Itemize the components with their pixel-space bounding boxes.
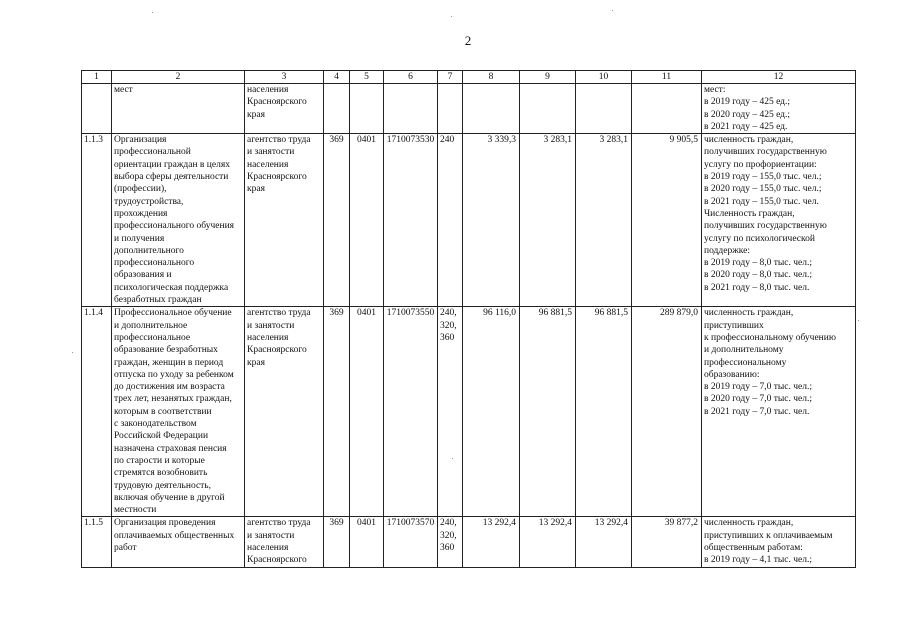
amount-2020-cell: 13 292,4	[520, 517, 576, 567]
text-line: получивших государственную	[704, 221, 827, 232]
column-number-6: 6	[384, 71, 438, 84]
text-line: образования и	[114, 270, 172, 281]
amount-2021-cell	[576, 84, 632, 134]
text-line: в 2020 году – 7,0 тыс. чел.;	[704, 394, 812, 405]
text-line: профессиональное	[114, 332, 191, 343]
text-line: Российской Федерации	[114, 431, 209, 442]
scan-speck	[152, 12, 153, 13]
text-line: включая обучение в другой	[114, 492, 225, 503]
text-line: получивших государственную	[704, 147, 827, 158]
section-cell: 0401	[350, 517, 384, 567]
text-line: населения	[247, 542, 289, 553]
text-line: 360	[440, 542, 455, 553]
row-id-cell: 1.1.5	[82, 517, 112, 567]
row-id-cell: 1.1.4	[82, 307, 112, 517]
text-line: 240,	[440, 308, 457, 319]
target-article-cell: 1710073530	[384, 134, 438, 307]
scan-speck	[451, 16, 452, 17]
amount-2021-cell: 96 881,5	[576, 307, 632, 517]
text-line: и дополнительное	[114, 320, 188, 331]
text-line: населения	[247, 159, 289, 170]
amount-total-cell: 9 905,5	[632, 134, 702, 307]
text-line: трех лет, незанятых граждан,	[114, 394, 232, 405]
budget-table	[81, 70, 856, 568]
column-number-3: 3	[245, 71, 324, 84]
text-line: в 2020 году – 155,0 тыс. чел.;	[704, 184, 822, 195]
amount-2021-cell: 13 292,4	[576, 517, 632, 567]
text-line: услугу по психологической	[704, 233, 815, 244]
measure-name-cell	[112, 307, 245, 517]
text-line: Организация проведения	[114, 518, 216, 529]
text-line: в 2021 году – 155,0 тыс. чел.	[704, 196, 819, 207]
expected-result-cell	[702, 134, 856, 307]
text-line: численность граждан,	[704, 308, 794, 319]
text-line: в 2019 году – 4,1 тыс. чел.;	[704, 555, 812, 566]
text-line: агентство труда	[247, 308, 311, 319]
text-line: услугу по профориентации:	[704, 159, 817, 170]
expense-type-cell	[438, 84, 463, 134]
text-line: назначена страховая пенсия	[114, 443, 227, 454]
text-line: 360	[440, 332, 455, 343]
amount-2020-cell: 96 881,5	[520, 307, 576, 517]
scan-speck	[858, 320, 859, 321]
text-line: Численность граждан,	[704, 208, 795, 219]
text-line: и занятости	[247, 530, 295, 541]
text-line: работ	[114, 542, 137, 553]
amount-2021-cell: 3 283,1	[576, 134, 632, 307]
agency-cell	[245, 307, 324, 517]
text-line: приступивших	[704, 320, 764, 331]
text-line: в 2020 году – 8,0 тыс. чел.;	[704, 270, 812, 281]
text-line: с законодательством	[114, 419, 197, 430]
table-row	[82, 307, 856, 517]
text-line: 320,	[440, 530, 457, 541]
table-row	[82, 517, 856, 567]
expense-type-cell	[438, 517, 463, 567]
text-line: стремятся возобновить	[114, 468, 208, 479]
expense-type-cell	[438, 134, 463, 307]
text-line: в 2019 году – 7,0 тыс. чел.;	[704, 382, 812, 393]
text-line: агентство труда	[247, 135, 311, 146]
text-line: Профессиональное обучение	[114, 308, 232, 319]
amount-2020-cell	[520, 84, 576, 134]
table-row	[82, 84, 856, 134]
column-number-2: 2	[112, 71, 245, 84]
text-line: граждан, женщин в период	[114, 357, 224, 368]
text-line: края	[247, 357, 265, 368]
text-line: профессиональному	[704, 357, 787, 368]
text-line: в 2020 году – 425 ед.;	[704, 109, 791, 120]
scan-speck	[72, 352, 73, 353]
scan-speck	[612, 10, 613, 11]
text-line: оплачиваемых общественных	[114, 530, 235, 541]
expected-result-cell	[702, 307, 856, 517]
column-number-10: 10	[576, 71, 632, 84]
code-cell	[324, 84, 350, 134]
amount-total-cell: 39 877,2	[632, 517, 702, 567]
text-line: населения	[247, 332, 289, 343]
text-line: ориентации граждан в целях	[114, 159, 230, 170]
text-line: Красноярского	[247, 97, 307, 108]
text-line: и дополнительному	[704, 345, 784, 356]
target-article-cell: 1710073550	[384, 307, 438, 517]
text-line: 320,	[440, 320, 457, 331]
text-line: образованию:	[704, 369, 760, 380]
text-line: мест:	[704, 85, 726, 95]
agency-cell	[245, 134, 324, 307]
text-line: трудовую деятельность,	[114, 480, 212, 491]
column-number-8: 8	[463, 71, 520, 84]
text-line: в 2019 году – 8,0 тыс. чел.;	[704, 258, 812, 269]
text-line: поддержке:	[704, 245, 750, 256]
amount-2019-cell	[463, 84, 520, 134]
text-line: профессионального обучения	[114, 221, 235, 232]
column-number-12: 12	[702, 71, 856, 84]
text-line: в 2019 году – 425 ед.;	[704, 97, 791, 108]
scan-speck	[452, 458, 453, 459]
column-number-row	[82, 71, 856, 84]
column-number-5: 5	[350, 71, 384, 84]
text-line: Красноярского	[247, 555, 307, 566]
amount-2019-cell: 96 116,0	[463, 307, 520, 517]
text-line: края	[247, 184, 265, 195]
text-line: в 2021 году – 8,0 тыс. чел.	[704, 282, 810, 293]
amount-2020-cell: 3 283,1	[520, 134, 576, 307]
agency-cell	[245, 84, 324, 134]
text-line: прохождения	[114, 208, 168, 219]
text-line: численность граждан,	[704, 518, 794, 529]
text-line: безработных граждан	[114, 295, 202, 306]
text-line: профессионального	[114, 258, 195, 269]
column-number-4: 4	[324, 71, 350, 84]
measure-name-cell	[112, 134, 245, 307]
text-line: трудоустройства,	[114, 196, 184, 207]
target-article-cell: 1710073570	[384, 517, 438, 567]
text-line: местности	[114, 505, 157, 516]
amount-total-cell	[632, 84, 702, 134]
text-line: мест	[114, 85, 133, 95]
amount-2019-cell: 3 339,3	[463, 134, 520, 307]
measure-name-cell	[112, 517, 245, 567]
text-line: и получения	[114, 233, 165, 244]
text-line: к профессиональному обучению	[704, 332, 836, 343]
text-line: населения	[247, 85, 289, 95]
measure-name-cell	[112, 84, 245, 134]
expected-result-cell	[702, 84, 856, 134]
text-line: до достижения им возраста	[114, 382, 225, 393]
table-body	[82, 71, 856, 568]
text-line: профессиональной	[114, 147, 191, 158]
section-cell: 0401	[350, 307, 384, 517]
text-line: и занятости	[247, 147, 295, 158]
code-cell: 369	[324, 517, 350, 567]
expected-result-cell	[702, 517, 856, 567]
text-line: агентство труда	[247, 518, 311, 529]
text-line: общественным работам:	[704, 542, 803, 553]
text-line: приступивших к оплачиваемым	[704, 530, 833, 541]
text-line: которым в соответствии	[114, 406, 212, 417]
target-article-cell	[384, 84, 438, 134]
text-line: психологическая поддержка	[114, 282, 229, 293]
table-row	[82, 134, 856, 307]
code-cell: 369	[324, 134, 350, 307]
section-cell: 0401	[350, 134, 384, 307]
text-line: Красноярского	[247, 172, 307, 183]
text-line: отпуска по уходу за ребенком	[114, 369, 234, 380]
text-line: и занятости	[247, 320, 295, 331]
page-number: 2	[464, 33, 472, 48]
text-line: (профессии),	[114, 184, 167, 195]
amount-total-cell: 289 879,0	[632, 307, 702, 517]
text-line: края	[247, 109, 265, 120]
row-id-cell: 1.1.3	[82, 134, 112, 307]
column-number-9: 9	[520, 71, 576, 84]
code-cell: 369	[324, 307, 350, 517]
text-line: по старости и которые	[114, 455, 205, 466]
row-id-cell	[82, 84, 112, 134]
column-number-7: 7	[438, 71, 463, 84]
section-cell	[350, 84, 384, 134]
text-line: Красноярского	[247, 345, 307, 356]
text-line: дополнительного	[114, 245, 184, 256]
text-line: в 2019 году – 155,0 тыс. чел.;	[704, 172, 822, 183]
agency-cell	[245, 517, 324, 567]
text-line: образование безработных	[114, 345, 218, 356]
column-number-11: 11	[632, 71, 702, 84]
text-line: выбора сферы деятельности	[114, 172, 229, 183]
text-line: в 2021 году – 425 ед.	[704, 121, 788, 132]
text-line: в 2021 году – 7,0 тыс. чел.	[704, 406, 810, 417]
text-line: Организация	[114, 135, 167, 146]
text-line: 240,	[440, 518, 457, 529]
text-line: численность граждан,	[704, 135, 794, 146]
amount-2019-cell: 13 292,4	[463, 517, 520, 567]
text-line: 240	[440, 135, 455, 146]
expense-type-cell	[438, 307, 463, 517]
column-number-1: 1	[82, 71, 112, 84]
